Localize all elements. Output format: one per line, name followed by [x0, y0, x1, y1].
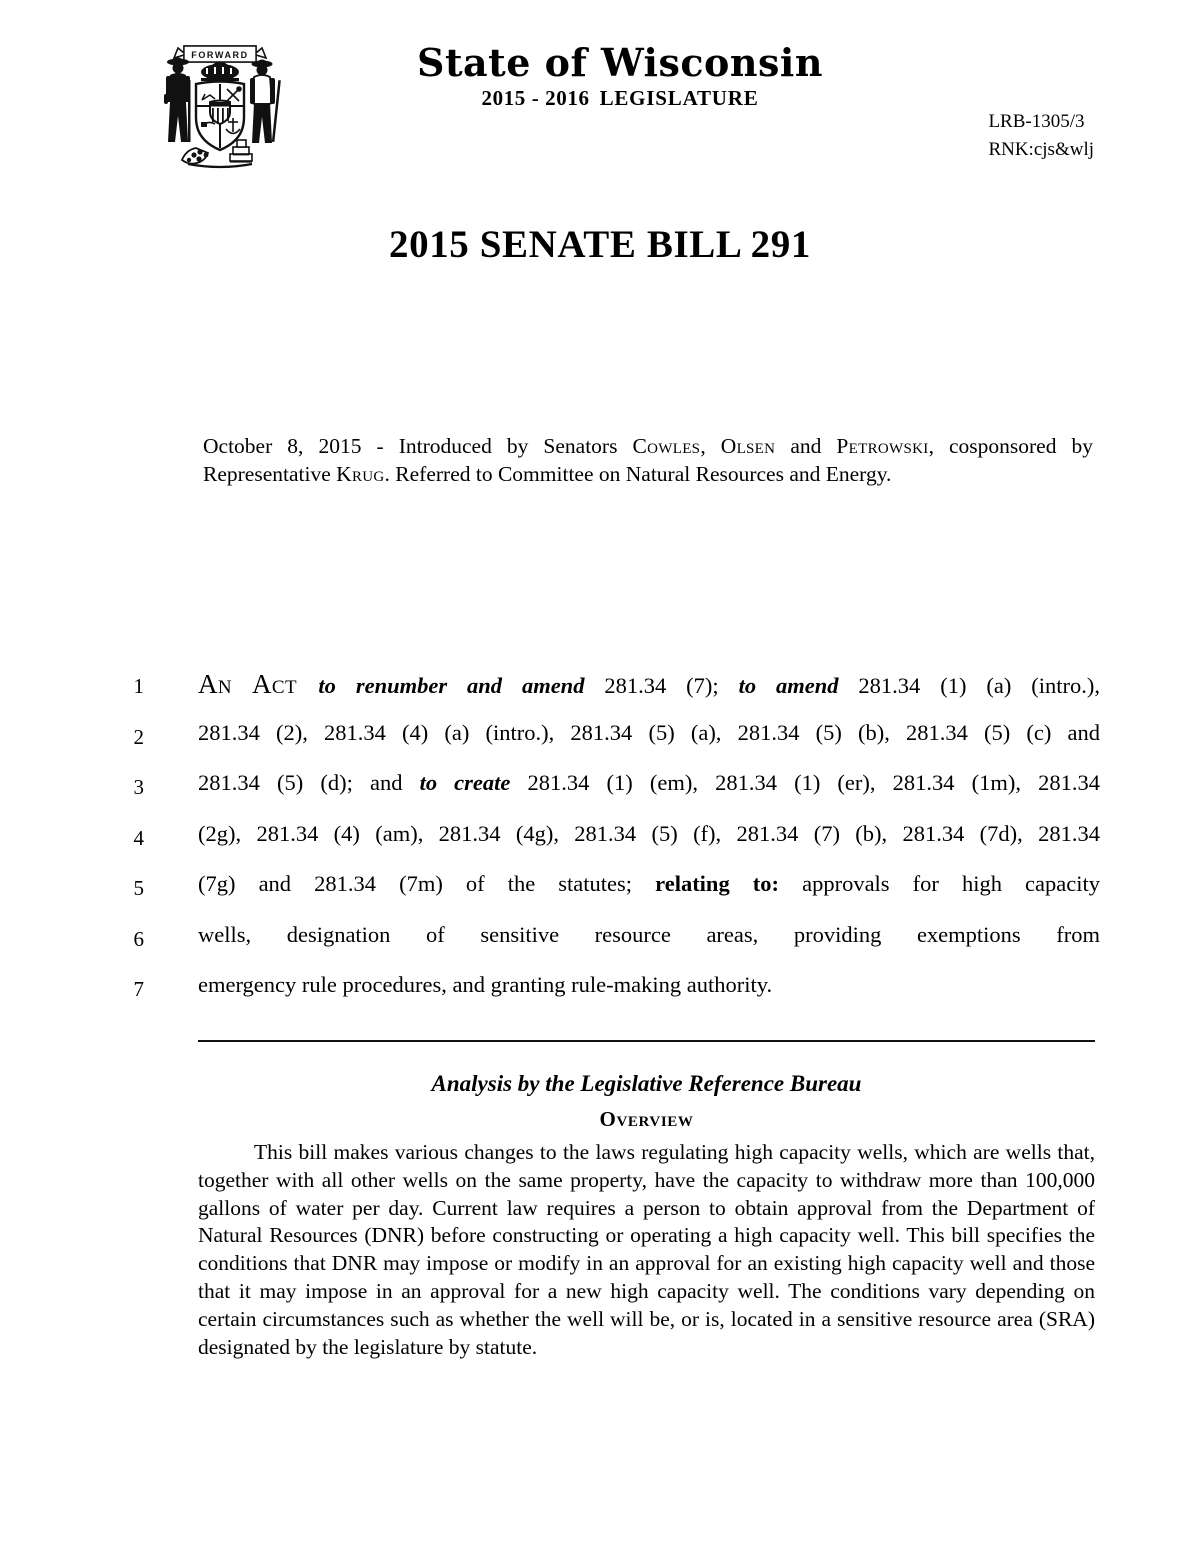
act-text-segment: approvals for high capacity [779, 871, 1100, 896]
intro-referral-text: . Referred to Committee on Natural Resources and Energy. [384, 461, 892, 486]
lrb-number: LRB-1305/3 [988, 111, 1085, 132]
act-line-number: 6 [133, 926, 144, 951]
act-line [110, 864, 1100, 915]
svg-text:FORWARD: FORWARD [191, 50, 249, 60]
act-text-segment: to create [419, 770, 511, 795]
act-line-text [198, 971, 1100, 998]
act-text-segment: 281.34 (5) (d); and [198, 770, 420, 795]
intro-date-and-lead: October 8, 2015 - Introduced by Senators [203, 434, 633, 458]
act-text-segment: 281.34 (2), 281.34 (4) (a) (intro.), 281.34 (5) (a), 281.34 (5) (b), 281.34 (5) (c) and [198, 719, 1100, 745]
act-text-segment: An Act [198, 669, 319, 699]
intro-cosponsor-lead: , cosponsored by Representative [203, 434, 1094, 486]
act-line-text [198, 921, 1100, 948]
act-text-segment: emergency rule procedures, and granting rule-making authority. [198, 972, 773, 997]
document-masthead [0, 0, 1200, 185]
act-line [110, 915, 1100, 966]
intro-sep-2: and [775, 434, 837, 458]
act-line [110, 814, 1100, 865]
act-line [110, 763, 1100, 814]
act-text-segment: 281.34 (7); [584, 673, 739, 698]
sponsor-petrowski: Petrowski [836, 434, 929, 458]
act-text-segment: 281.34 (1) (em), 281.34 (1) (er), 281.34 (1m), 281.34 [510, 770, 1100, 795]
act-text-segment: relating to: [655, 871, 780, 896]
legislature-word: LEGISLATURE [599, 85, 759, 110]
analysis-heading: Analysis by the Legislative Reference Bureau [431, 1071, 862, 1096]
act-line [110, 713, 1100, 764]
bill-title-heading: 2015 SENATE BILL 291 [389, 223, 811, 266]
act-text-segment: (2g), 281.34 (4) (am), 281.34 (4g), 281.34 (5) (f), 281.34 (7) (b), 281.34 (7d), 281.34 [198, 820, 1100, 846]
act-line-number: 5 [133, 876, 144, 900]
act-text-segment: 281.34 (1) (a) (intro.), [838, 673, 1100, 698]
overview-heading: Overview [599, 1107, 694, 1131]
sponsor-cowles: Cowles [632, 434, 701, 458]
act-relating-clause-block [110, 662, 1100, 1016]
cosponsor-krug: Krug [336, 461, 385, 486]
intro-sep-1: , [700, 434, 721, 458]
act-line-text [198, 820, 1100, 847]
sponsor-olsen: Olsen [720, 434, 776, 458]
act-line-number: 1 [133, 674, 144, 698]
act-line-number: 3 [133, 775, 144, 799]
masthead-titles [330, 40, 910, 111]
act-text-segment: to renumber and amend [318, 673, 585, 698]
act-text-segment: wells, designation of sensitive resource areas, providing exemptions from [198, 921, 1100, 947]
legislature-years: 2015 - 2016 [481, 85, 590, 110]
act-text-segment: (7g) and 281.34 (7m) of the statutes; [198, 871, 656, 896]
act-line-text [198, 769, 1100, 796]
analysis-body-paragraph: This bill makes various changes to the laws regulating high capacity wells, which are wells that, together with all other wells on the same property, have the capacity to withdraw more than 100,000 gallons of water per day. Current law requires a person to obtain approval from the Department of Natural Resources (DNR) before constructing or operating a high capacity well. This bill specifies the conditions that DNR may impose or modify in an approval for an existing high capacity well and those that it may impose in an approval for a new high capacity well. The conditions vary depending on certain circumstances such as whether the well will be, or is, located in a sensitive resource area (SRA) designated by the legislature by statute. [198, 1140, 1095, 1359]
state-name-heading: State of Wisconsin [417, 40, 823, 85]
introduction-paragraph [203, 433, 1093, 489]
act-line-text [198, 870, 1100, 897]
act-line-text [198, 668, 1100, 700]
drafter-code: RNK:cjs&wlj [988, 138, 1094, 160]
act-line [110, 965, 1100, 1016]
wisconsin-coat-of-arms-seal [144, 22, 296, 174]
legislature-session-line [330, 86, 910, 111]
act-line-number: 4 [133, 825, 144, 850]
act-line-text [198, 719, 1100, 746]
act-line-number: 2 [133, 724, 144, 749]
act-line-number: 7 [133, 977, 144, 1001]
act-line [110, 662, 1100, 713]
lrb-reference-block [988, 108, 1094, 163]
act-text-segment: to amend [738, 673, 839, 698]
analysis-divider-rule [198, 1040, 1095, 1042]
